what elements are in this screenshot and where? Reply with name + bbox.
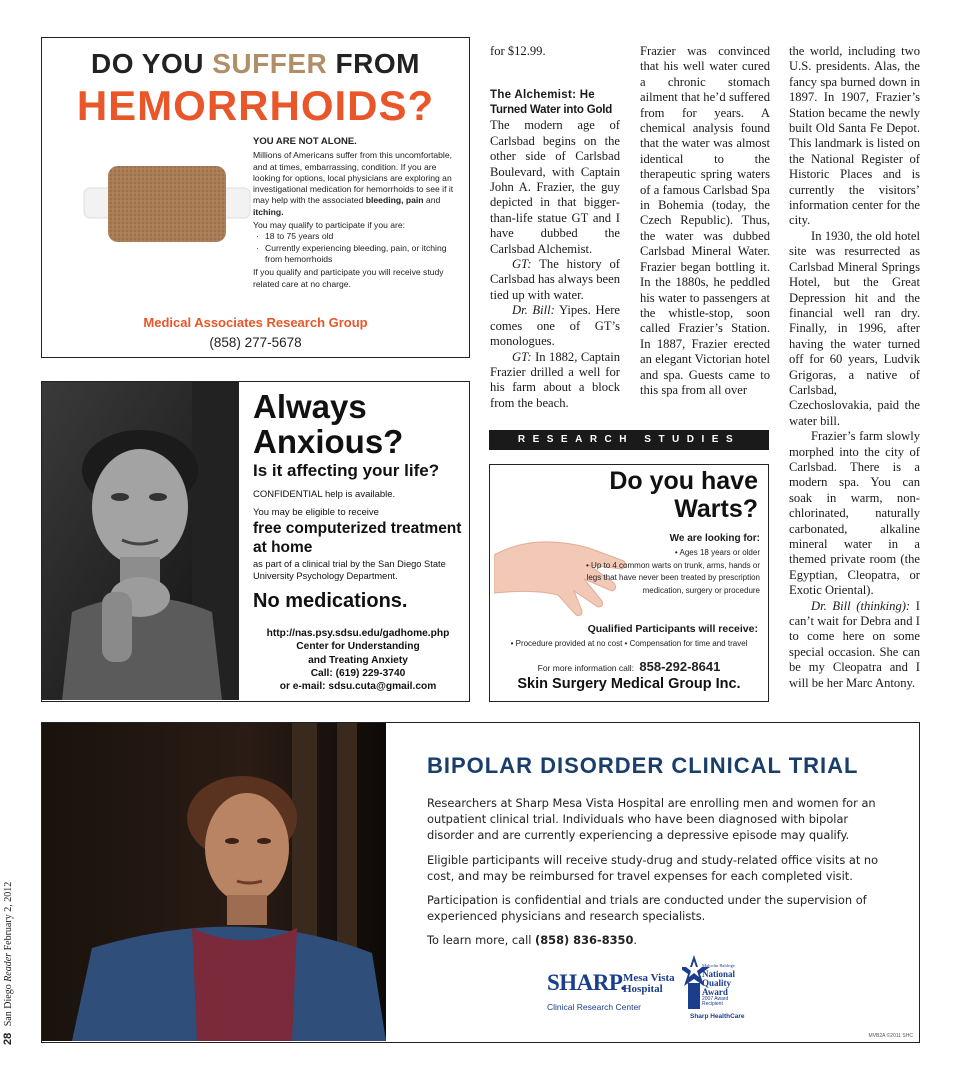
article-subhead: The Alchemist: He Turned Water into Gold: [490, 89, 613, 117]
article-column-3: [789, 44, 920, 691]
article-paragraph: GT: The history of Carlsbad has always been tied up with water.: [490, 257, 620, 302]
warts-group: Skin Surgery Medical Group Inc.: [517, 676, 741, 692]
warts-looking-for: We are looking for:: [669, 533, 760, 544]
article-paragraph: GT: In 1882, Captain Frazier drilled a well for his farm about a block from the beach.: [490, 349, 620, 410]
hemorrhoid-headline-top: DO YOU SUFFER FROM: [91, 48, 420, 79]
warts-headline: Do you have Warts?: [609, 467, 758, 523]
offer-text: free computerized treatment at home: [253, 520, 462, 556]
article-paragraph: Frazier’s farm slowly morphed into the city of Carlsbad. There is a modern spa. You can soak in warm, non-chlorinated, naturally carbonated, alkaline mineral water in a themed private room (the Egyptian, Cleopatra, or Exotic Oriental).: [789, 429, 920, 598]
bipolar-ad: BIPOLAR DISORDER CLINICAL TRIAL Researchers at Sharp Mesa Vista Hospital are enrolling men and women for an outpatient clinical trial. Individuals who have been diagnosed with bipolar disorder and are currently experiencing a depressive episode may qualify. Eligible participants will receive study-drug and study-related office visits at no cost, and may be reimbursed for travel expenses for each completed visit. Participation is confidential and trials are conducted under the supervision of experienced physicians and research specialists. To learn more, call (858) 836-8350. SHARP. Mesa Vista Hospital Clinical Research Center Malcolm Baldrige National Quality Award 2007 Award Recipient Sharp HealthCare MVB2A ©2011 SHC: [41, 722, 920, 1043]
hemorrhoid-organization: Medical Associates Research Group: [143, 315, 368, 330]
bandage-roll-image: [82, 158, 252, 248]
article-paragraph: the world, including two U.S. presidents. Alas, the fancy spa burned down in 1897. In 1907, Frazier’s Station became the newly built Old Santa Fe Depot. This landmark is listed on the National Register of Historic Places and is currently the visitors’ information center for the city.: [789, 44, 920, 228]
article-paragraph: In 1930, the old hotel site was resurrected as Carlsbad Mineral Springs Hotel, but the Great Depression hit and the financial well ran dry. Finally, in 1996, after having the water turned off for 60 years, Ludvik Grigoras, a native of Carlsbad, Czechoslovakia, paid the water bill.: [789, 228, 920, 428]
warts-criteria: [585, 547, 760, 597]
list-item: · 18 to 75 years old: [265, 231, 463, 242]
hemorrhoid-phone: (858) 277-5678: [209, 335, 302, 350]
not-alone-text: YOU ARE NOT ALONE.: [253, 136, 357, 147]
article-column-2: [640, 44, 770, 398]
hemorrhoid-ad: [41, 37, 470, 358]
article-paragraph: for $12.99.: [490, 44, 546, 58]
bipolar-paragraph: Participation is confidential and trials are conducted under the supervision of experienced physicians and research specialists.: [427, 893, 867, 924]
list-item: • Ages 18 years or older: [674, 548, 760, 557]
anxiety-phone: Call: (619) 229-3740: [310, 667, 406, 679]
bipolar-body: [427, 795, 897, 957]
warts-benefits: • Procedure provided at no cost • Compensation for time and travel: [510, 639, 748, 648]
sharp-healthcare: Sharp HealthCare: [690, 1013, 745, 1020]
bipolar-title: BIPOLAR DISORDER CLINICAL TRIAL: [427, 753, 859, 778]
hemorrhoid-closing: If you qualify and participate you will receive study related care at no charge.: [253, 267, 444, 289]
quality-award-logo: Malcolm Baldrige National Quality Award 2007 Award Recipient Sharp HealthCare: [682, 953, 762, 1028]
research-studies-header: RESEARCH STUDIES: [489, 430, 769, 450]
no-medications: No medications.: [253, 590, 408, 612]
anxiety-url[interactable]: http://nas.psy.sdsu.edu/gadhome.php: [266, 628, 450, 639]
eligible-text: You may be eligible to receive: [253, 507, 379, 518]
woman-photo: [42, 723, 386, 1041]
article-paragraph: The modern age of Carlsbad begins on the other side of Carlsbad Boulevard, with Captain John A. Frazier, the guy depicted in that bigger-than-life statue GT and I have dubbed the Carlsbad Alchemist.: [490, 118, 620, 256]
anxiety-email[interactable]: or e-mail: sdsu.cuta@gmail.com: [279, 681, 437, 693]
qualify-intro: You may qualify to participate if you are:: [253, 220, 406, 231]
hemorrhoid-criteria: [253, 231, 463, 265]
anxiety-ad: [41, 381, 470, 702]
warts-ad: [489, 464, 769, 702]
list-item: · Currently experiencing bleeding, pain, or itching from hemorrhoids: [265, 243, 463, 266]
confidential-text: CONFIDENTIAL help is available.: [253, 489, 396, 500]
article-column-1: [490, 44, 620, 411]
hemorrhoid-headline-main: HEMORRHOIDS?: [76, 82, 435, 129]
anxiety-headline: Always Anxious?: [253, 388, 404, 460]
page-number: 28: [2, 1032, 14, 1045]
bipolar-paragraph: Researchers at Sharp Mesa Vista Hospital are enrolling men and women for an outpatient clinical trial. Individuals who have been diagnosed with bipolar disorder and are currently experiencing a depressive episode may qualify.: [427, 796, 876, 843]
anxiety-center: Center for Understanding: [296, 641, 420, 653]
warts-phone: 858-292-8641: [639, 659, 721, 674]
bipolar-paragraph: To learn more, call (858) 836-8350.: [427, 933, 638, 948]
bipolar-phone: (858) 836-8350: [535, 933, 634, 948]
warts-info: For more information call: 858-292-8641: [537, 659, 721, 674]
article-paragraph: Dr. Bill (thinking): I can’t wait for Debra and I to come here on some special occasion. She can be my Cleopatra and I will be her Marc Antony.: [789, 598, 921, 690]
hemorrhoid-intro: Millions of Americans suffer from this uncomfortable, and at times, embarrassing, condition. If you are looking for options, local physicians are exploring an investigational medication for hemorrhoids to see if it may help with the associated bleeding, pain and itching.: [253, 150, 454, 217]
trial-text: as part of a clinical trial by the San Diego State University Psychology Department.: [253, 559, 446, 581]
ad-code: MVB2A ©2011 SHC: [868, 1033, 913, 1039]
article-paragraph: Frazier was convinced that his well water cured a chronic stomach ailment that he’d suffered from for years. A chemical analysis found that the water was almost identical to the therapeutic spring waters of a famous Carlsbad Spa in Bohemia (today, the Czech Republic). Thus, the water was dubbed Carlsbad Mineral Water. Frazier began bottling it. In the 1880s, he peddled his water to passengers at the whistle-stop, soon called Frazier’s Station. In 1887, Frazier erected an elegant Victorian hotel and spa. Guests came to this spa from all over: [640, 44, 770, 397]
anxiety-center-2: and Treating Anxiety: [308, 654, 408, 666]
list-item: • Up to 4 common warts on trunk, arms, hands or legs that have never been treated by prescription medication, surgery or procedure: [586, 560, 760, 595]
bipolar-paragraph: Eligible participants will receive study-drug and study-related office visits at no cost, and may be reimbursed for travel expenses for each completed visit.: [427, 852, 879, 883]
anxiety-contact: [253, 627, 463, 693]
warts-qualified: Qualified Participants will receive:: [587, 623, 758, 635]
article-paragraph: Dr. Bill: Yipes. Here comes one of GT’s monologues.: [490, 303, 620, 349]
page-folio: 28 San Diego Reader February 2, 2012: [2, 881, 14, 1045]
hemorrhoid-body: [253, 136, 463, 290]
anxiety-subhead: Is it affecting your life?: [253, 461, 440, 480]
anxious-man-photo: [42, 382, 239, 700]
